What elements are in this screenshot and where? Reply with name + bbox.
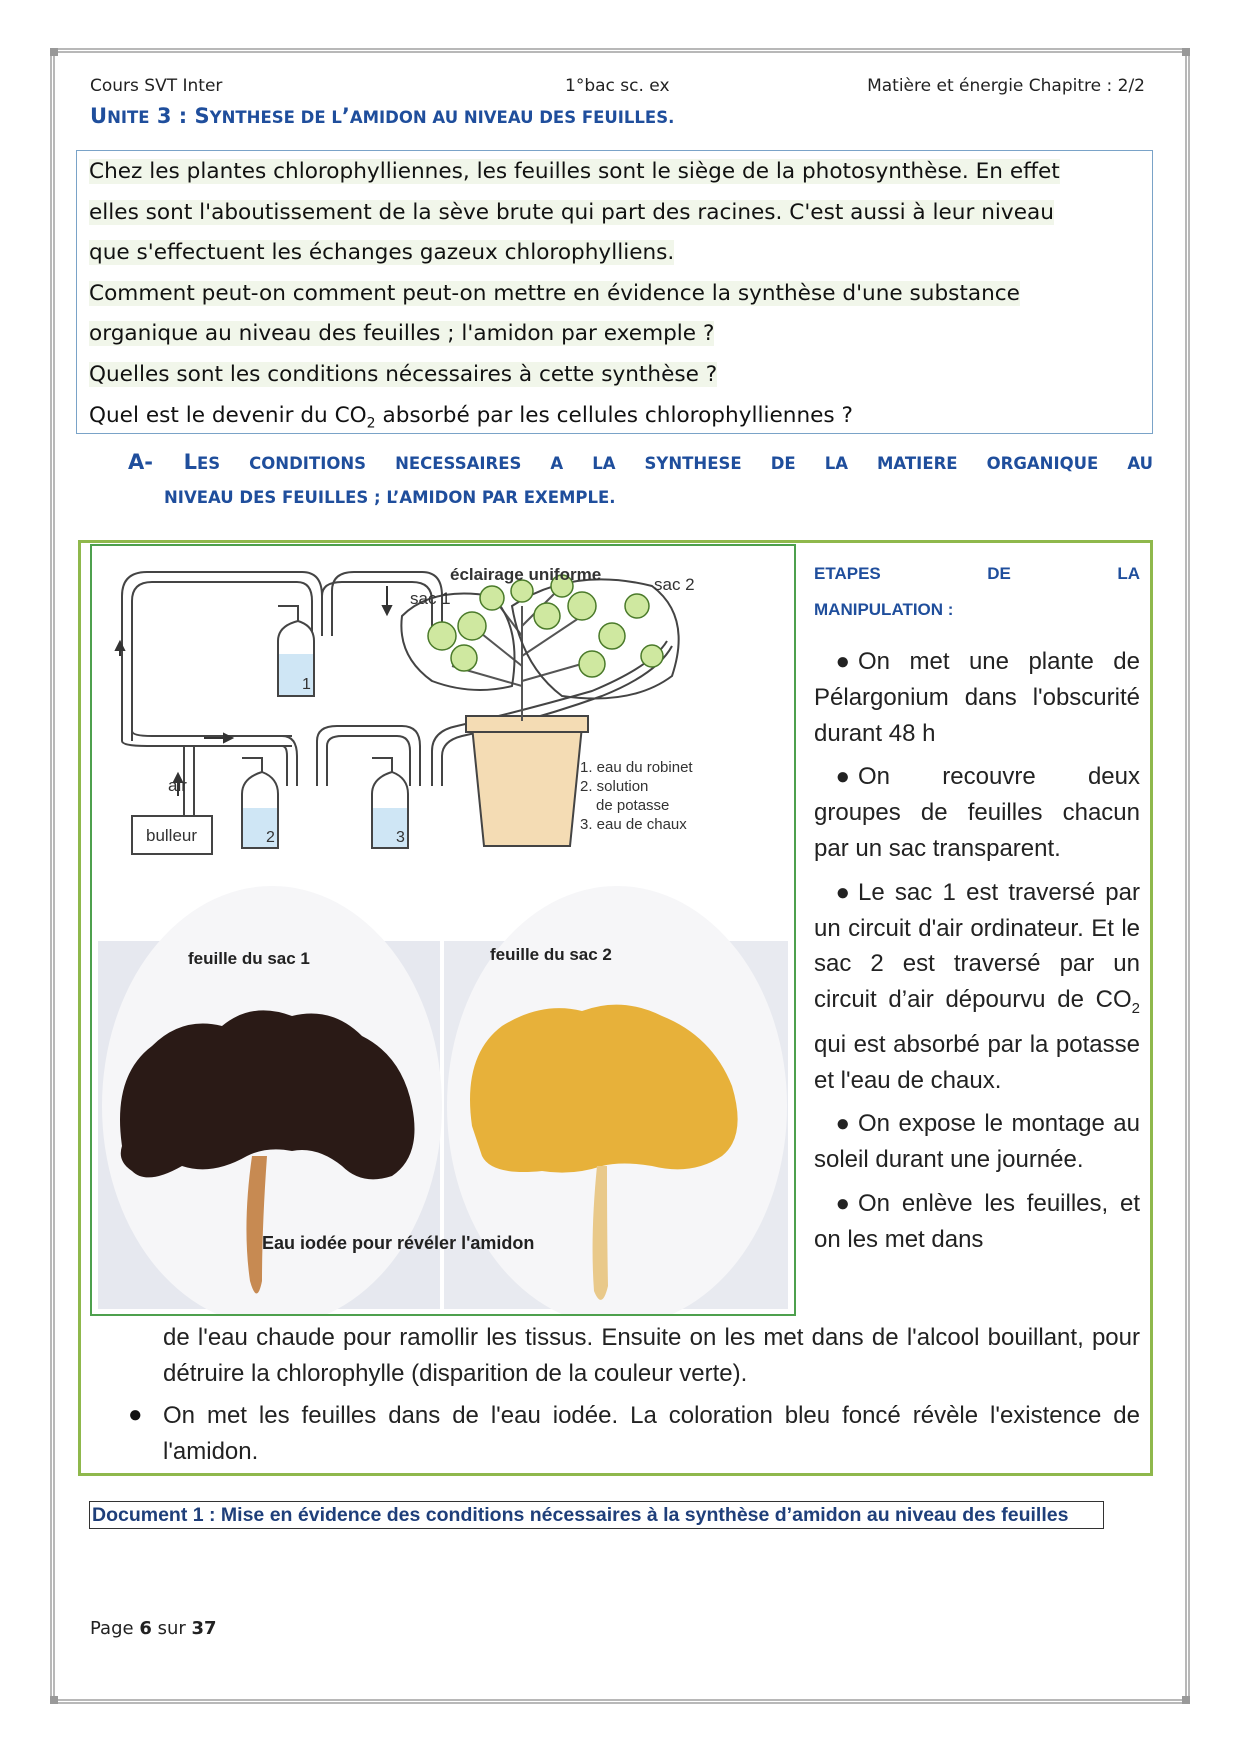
frame-corner: [50, 48, 58, 56]
page-footer: Page 6 sur 37: [90, 1618, 217, 1639]
photo-right-label: feuille du sac 2: [490, 945, 612, 964]
intro-line: organique au niveau des feuilles ; l'amidon par exemple ?: [89, 321, 715, 347]
light-label: éclairage uniforme: [450, 565, 602, 584]
frame-corner: [1182, 48, 1190, 56]
flask-3-label: 3: [396, 829, 405, 846]
flask-1-label: 1: [302, 676, 311, 693]
plant-pot: [472, 726, 582, 846]
sac-2-label: sac 2: [654, 575, 695, 594]
intro-line: que s'effectuent les échanges gazeux chlorophylliens.: [89, 240, 675, 266]
intro-line: Quelles sont les conditions nécessaires à cette synthèse ?: [89, 361, 718, 387]
flask-2-label: 2: [266, 829, 275, 846]
document-caption: Document 1 : Mise en évidence des conditions nécessaires à la synthèse d’amidon au niveau des feuilles: [89, 1501, 1104, 1529]
step-item-last: On met les feuilles dans de l'eau iodée. La coloration bleu foncé révèle l'existence de l'amidon.: [163, 1402, 1140, 1465]
step-item: ● On met une plante de Pélargonium dans l'obscurité durant 48 h: [814, 648, 1140, 747]
legend-item: 2. solution: [580, 778, 649, 795]
step-item: ● Le sac 1 est traversé par un circuit d'air ordinateur. Et le sac 2 est traversé par un circuit d’air dépourvu de $CO_2$ qui est absorbé par la potasse et l'eau de chaux.: [814, 878, 1140, 1094]
header-right: Matière et énergie Chapitre : 2/2: [867, 76, 1145, 96]
legend-item: 1. eau du robinet: [580, 759, 693, 776]
bullet-icon: ●: [128, 1401, 143, 1428]
step-item: ● On expose le montage au soleil durant une journée.: [814, 1110, 1140, 1174]
intro-line: Comment peut-on comment peut-on mettre en évidence la synthèse d'une substance: [89, 280, 1020, 306]
header-left: Cours SVT Inter: [90, 76, 223, 96]
sac-1-label: sac 1: [410, 589, 451, 608]
etapes-title: ETAPES DE LA MANIPULATION :: [814, 564, 1140, 619]
intro-text: [89, 152, 1149, 443]
unit-title: UNITE 3 : SYNTHESE DE L’AMIDON AU NIVEAU DES FEUILLES.: [90, 104, 675, 128]
legend-item: de potasse: [596, 797, 670, 814]
air-label: air: [168, 776, 187, 795]
frame-corner: [50, 1696, 58, 1704]
steps-list: [814, 644, 1140, 1258]
step-continuation: de l'eau chaude pour ramollir les tissus. Ensuite on les met dans de l'alcool bouillant, pour détruire la chlorophylle (disparition de la couleur verte).: [163, 1324, 1140, 1387]
intro-line: Quel est le devenir du $CO_2$ absorbé par les cellules chlorophylliennes ?: [89, 402, 853, 431]
step-item: ● On enlève les feuilles, et on les met dans: [814, 1189, 1140, 1253]
figure-frame: [90, 544, 796, 1316]
intro-line: elles sont l'aboutissement de la sève brute qui part des racines. C'est aussi à leur niveau: [89, 199, 1054, 225]
header-center: 1°bac sc. ex: [565, 76, 670, 96]
photo-caption: Eau iodée pour révéler l'amidon: [262, 1233, 535, 1253]
frame-corner: [1182, 1696, 1190, 1704]
legend-item: 3. eau de chaux: [580, 816, 687, 833]
step-item: ● On recouvre deux groupes de feuilles chacun par un sac transparent.: [814, 763, 1140, 862]
photo-left-label: feuille du sac 1: [188, 949, 310, 968]
section-a-title: A- LES CONDITIONS NECESSAIRES A LA SYNTHESE DE LA MATIERE ORGANIQUE AU NIVEAU DES FEUILLES ; L’AMIDON PAR EXEMPLE.: [128, 450, 1153, 507]
intro-line: Chez les plantes chlorophylliennes, les feuilles sont le siège de la photosynthèse. En effet: [89, 159, 1060, 184]
experiment-figure: [92, 546, 794, 1314]
bulleur-label: bulleur: [146, 826, 198, 845]
